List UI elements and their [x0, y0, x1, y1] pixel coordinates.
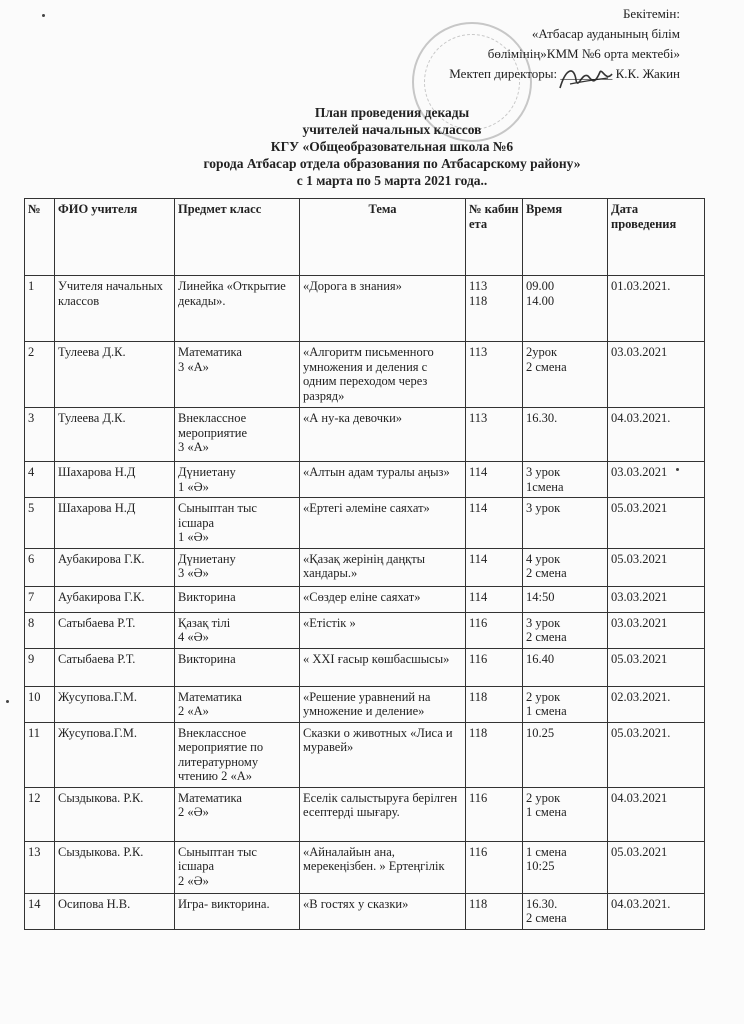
approval-line: бөлімінің»КММ №6 орта мектебі» [487, 46, 680, 61]
cell-topic: «Алгоритм письменного умножения и деления с одним переходом через разряд» [300, 342, 466, 408]
cell-date: 05.03.2021 [608, 498, 705, 549]
cell-topic: «Қазақ жерінің даңқты хандары.» [300, 548, 466, 586]
cell-num: 9 [25, 648, 55, 686]
cell-teacher: Жусупова.Г.М. [55, 686, 175, 722]
cell-topic: «Сөздер еліне саяхат» [300, 586, 466, 612]
scan-speck [676, 468, 679, 471]
cell-room: 118 [466, 893, 523, 929]
cell-subject: Линейка «Открытие декады». [175, 276, 300, 342]
cell-date: 01.03.2021. [608, 276, 705, 342]
cell-teacher: Шахарова Н.Д [55, 462, 175, 498]
cell-num: 7 [25, 586, 55, 612]
approval-line: Бекітемін: [622, 6, 680, 21]
cell-subject: Математика 2 «Ә» [175, 787, 300, 841]
cell-time: 14:50 [523, 586, 608, 612]
table-row [25, 586, 705, 612]
cell-time: 3 урок [523, 498, 608, 549]
cell-subject: Дүниетану 3 «Ә» [175, 548, 300, 586]
table-row [25, 841, 705, 893]
cell-topic: «Айналайын ана, мерекеңізбен. » Ертеңгілік [300, 841, 466, 893]
cell-num: 11 [25, 722, 55, 787]
cell-room: 113 [466, 342, 523, 408]
cell-room: 114 [466, 586, 523, 612]
header-subject: Предмет класс [175, 199, 300, 276]
cell-topic: « XXI ғасыр көшбасшысы» [300, 648, 466, 686]
title-line: города Атбасар отдела образования по Атбасарскому району» [203, 156, 581, 171]
cell-date: 03.03.2021 [608, 342, 705, 408]
cell-date: 05.03.2021 [608, 648, 705, 686]
table-row [25, 408, 705, 462]
cell-num: 14 [25, 893, 55, 929]
cell-room: 113 [466, 408, 523, 462]
cell-num: 5 [25, 498, 55, 549]
cell-teacher: Осипова Н.В. [55, 893, 175, 929]
cell-teacher: Тулеева Д.К. [55, 342, 175, 408]
cell-room: 116 [466, 648, 523, 686]
cell-num: 13 [25, 841, 55, 893]
cell-topic: Еселік салыстыруға берілген есептерді шығару. [300, 787, 466, 841]
cell-time: 2 урок 1 смена [523, 787, 608, 841]
cell-room: 118 [466, 686, 523, 722]
cell-num: 10 [25, 686, 55, 722]
cell-subject: Дүниетану 1 «Ә» [175, 462, 300, 498]
table-row [25, 612, 705, 648]
cell-date: 05.03.2021. [608, 722, 705, 787]
table-row [25, 276, 705, 342]
cell-topic: Сказки о животных «Лиса и муравей» [300, 722, 466, 787]
cell-date: 05.03.2021 [608, 841, 705, 893]
table-row [25, 787, 705, 841]
cell-topic: «Алтын адам туралы аңыз» [300, 462, 466, 498]
header-num: № [25, 199, 55, 276]
cell-teacher: Жусупова.Г.М. [55, 722, 175, 787]
header-room: № кабин ета [466, 199, 523, 276]
cell-date: 05.03.2021 [608, 548, 705, 586]
title-line: с 1 марта по 5 марта 2021 года.. [296, 173, 488, 188]
cell-subject: Игра- викторина. [175, 893, 300, 929]
cell-num: 4 [25, 462, 55, 498]
header-date: Дата проведения [608, 199, 705, 276]
title-line: учителей начальных классов [302, 122, 482, 137]
cell-date: 04.03.2021. [608, 893, 705, 929]
cell-topic: «Етістік » [300, 612, 466, 648]
cell-time: 2урок 2 смена [523, 342, 608, 408]
table-row [25, 722, 705, 787]
cell-time: 16.30. 2 смена [523, 893, 608, 929]
cell-date: 03.03.2021 [608, 612, 705, 648]
cell-time: 16.40 [523, 648, 608, 686]
cell-teacher: Сыздыкова. Р.К. [55, 841, 175, 893]
cell-teacher: Учителя начальных классов [55, 276, 175, 342]
cell-time: 4 урок 2 смена [523, 548, 608, 586]
cell-subject: Математика 2 «А» [175, 686, 300, 722]
cell-time: 3 урок 2 смена [523, 612, 608, 648]
table-row [25, 462, 705, 498]
header-teacher: ФИО учителя [55, 199, 175, 276]
table-row [25, 648, 705, 686]
approval-line: «Атбасар ауданының білім [531, 26, 680, 41]
title-line: План проведения декады [314, 105, 470, 120]
table-header-row [25, 199, 705, 276]
cell-num: 6 [25, 548, 55, 586]
cell-time: 1 смена 10:25 [523, 841, 608, 893]
title-line: КГУ «Общеобразовательная школа №6 [270, 139, 514, 154]
cell-room: 116 [466, 841, 523, 893]
cell-topic: «Решение уравнений на умножение и деление» [300, 686, 466, 722]
cell-num: 3 [25, 408, 55, 462]
cell-room: 116 [466, 787, 523, 841]
cell-teacher: Сыздыкова. Р.К. [55, 787, 175, 841]
cell-room: 114 [466, 498, 523, 549]
cell-date: 02.03.2021. [608, 686, 705, 722]
cell-subject: Қазақ тілі 4 «Ә» [175, 612, 300, 648]
cell-teacher: Сатыбаева Р.Т. [55, 648, 175, 686]
cell-time: 10.25 [523, 722, 608, 787]
cell-subject: Внеклассное мероприятие 3 «А» [175, 408, 300, 462]
cell-subject: Сыныптан тыс ісшара 1 «Ә» [175, 498, 300, 549]
cell-teacher: Аубакирова Г.К. [55, 586, 175, 612]
cell-room: 116 [466, 612, 523, 648]
cell-time: 3 урок 1смена [523, 462, 608, 498]
cell-room: 114 [466, 548, 523, 586]
cell-num: 2 [25, 342, 55, 408]
scan-speck [6, 700, 9, 703]
table-row [25, 548, 705, 586]
cell-topic: «Ертегі әлеміне саяхат» [300, 498, 466, 549]
cell-time: 2 урок 1 смена [523, 686, 608, 722]
decade-plan-table [24, 198, 705, 930]
cell-topic: «В гостях у сказки» [300, 893, 466, 929]
header-topic: Тема [300, 199, 466, 276]
cell-subject: Викторина [175, 586, 300, 612]
cell-topic: «А ну-ка девочки» [300, 408, 466, 462]
cell-room: 118 [466, 722, 523, 787]
cell-date: 03.03.2021 [608, 586, 705, 612]
cell-time: 09.00 14.00 [523, 276, 608, 342]
cell-date: 04.03.2021. [608, 408, 705, 462]
cell-room: 114 [466, 462, 523, 498]
approval-block [449, 4, 680, 84]
scan-speck [42, 14, 45, 17]
table-row [25, 686, 705, 722]
cell-room: 113 118 [466, 276, 523, 342]
cell-num: 8 [25, 612, 55, 648]
cell-teacher: Тулеева Д.К. [55, 408, 175, 462]
table-row [25, 498, 705, 549]
cell-topic: «Дорога в знания» [300, 276, 466, 342]
cell-teacher: Аубакирова Г.К. [55, 548, 175, 586]
cell-subject: Викторина [175, 648, 300, 686]
cell-time: 16.30. [523, 408, 608, 462]
cell-date: 03.03.2021 [608, 462, 705, 498]
document-title [0, 104, 744, 189]
cell-subject: Математика 3 «А» [175, 342, 300, 408]
cell-subject: Сыныптан тыс ісшара 2 «Ә» [175, 841, 300, 893]
table-row [25, 342, 705, 408]
cell-num: 12 [25, 787, 55, 841]
cell-date: 04.03.2021 [608, 787, 705, 841]
cell-teacher: Сатыбаева Р.Т. [55, 612, 175, 648]
table-row [25, 893, 705, 929]
cell-num: 1 [25, 276, 55, 342]
cell-subject: Внеклассное мероприятие по литературному чтению 2 «А» [175, 722, 300, 787]
cell-teacher: Шахарова Н.Д [55, 498, 175, 549]
header-time: Время [523, 199, 608, 276]
approval-line: Мектеп директоры: ________ К.К. Жакин [449, 66, 680, 81]
